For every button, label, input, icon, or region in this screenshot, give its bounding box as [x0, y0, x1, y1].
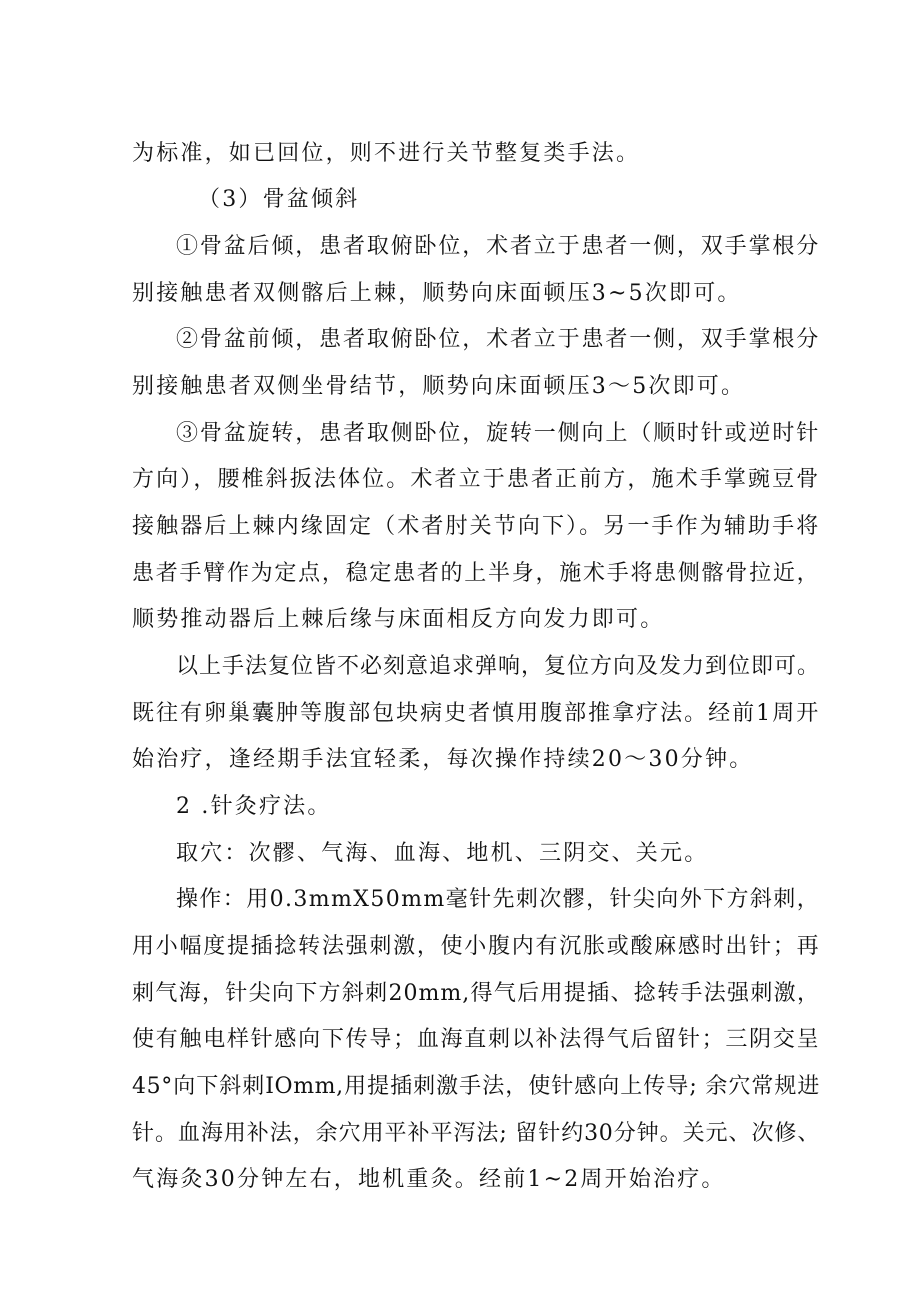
text-line: 为标准，如已回位，则不进行关节整复类手法。 — [132, 141, 641, 166]
text-line: 使有触电样针感向下传导；血海直刺以补法得气后留针；三阴交呈 — [132, 1027, 820, 1052]
text-line: 取穴：次髎、气海、血海、地机、三阴交、关元。 — [176, 841, 709, 866]
text-line: 45°向下斜刺IOmm,用提插刺激手法，使针感向上传导; 余穴常规进 — [132, 1074, 820, 1099]
text-line: 别接触患者双侧坐骨结节，顺势向床面顿压3～5次即可。 — [132, 374, 746, 399]
text-line: 方向），腰椎斜扳法体位。术者立于患者正前方，施术手掌豌豆骨 — [132, 467, 820, 492]
text-line: 用小幅度提插捻转法强刺激，使小腹内有沉胀或酸麻感时出针；再 — [132, 934, 820, 959]
section-heading: 2 .针灸疗法。 — [176, 794, 332, 819]
text-line: ③骨盆旋转，患者取侧卧位，旋转一侧向上（顺时针或逆时针 — [176, 421, 820, 446]
text-line: ②骨盆前倾，患者取俯卧位，术者立于患者一侧，双手掌根分 — [176, 327, 820, 352]
text-line: 始治疗，逢经期手法宜轻柔，每次操作持续20～30分钟。 — [132, 747, 754, 772]
text-line: 患者手臂作为定点，稳定患者的上半身，施术手将患侧髂骨拉近， — [132, 561, 820, 586]
text-line: 别接触患者双侧髂后上棘，顺势向床面顿压3~5次即可。 — [132, 281, 742, 306]
text-line: 操作：用0.3mmX50mm毫针先刺次髎，针尖向外下方斜刺， — [176, 887, 821, 912]
text-line: 既往有卵巢囊肿等腹部包块病史者慎用腹部推拿疗法。经前1周开 — [132, 701, 820, 726]
text-line: ①骨盆后倾，患者取俯卧位，术者立于患者一侧，双手掌根分 — [176, 234, 820, 259]
text-line: 顺势推动器后上棘后缘与床面相反方向发力即可。 — [132, 607, 665, 632]
text-line: 接触器后上棘内缘固定（术者肘关节向下）。另一手作为辅助手将 — [132, 514, 820, 539]
text-line: 刺气海，针尖向下方斜刺20mm,得气后用提插、捻转手法强刺激， — [132, 981, 820, 1006]
text-line: 针。血海用补法，余穴用平补平泻法; 留针约30分钟。关元、次修、 — [132, 1121, 820, 1146]
text-line: 以上手法复位皆不必刻意追求弹响，复位方向及发力到位即可。 — [176, 654, 821, 679]
text-line: 气海灸30分钟左右，地机重灸。经前1~2周开始治疗。 — [132, 1167, 726, 1192]
section-heading: （3）骨盆倾斜 — [198, 187, 360, 212]
